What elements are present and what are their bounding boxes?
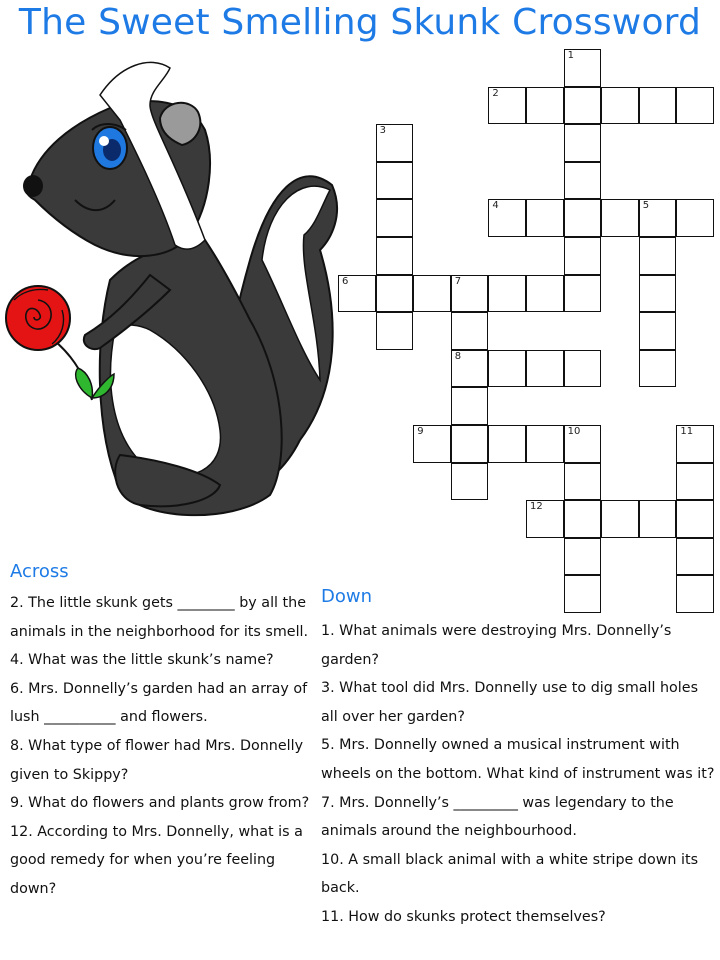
crossword-cell[interactable]	[376, 237, 414, 275]
crossword-cell[interactable]	[676, 87, 714, 125]
crossword-cell[interactable]	[526, 425, 564, 463]
crossword-cell[interactable]	[676, 575, 714, 613]
crossword-cell[interactable]	[639, 312, 677, 350]
crossword-cell[interactable]	[451, 350, 489, 388]
crossword-cell[interactable]	[639, 87, 677, 125]
crossword-cell[interactable]	[601, 500, 639, 538]
crossword-cell[interactable]	[601, 87, 639, 125]
crossword-cell[interactable]	[564, 538, 602, 576]
crossword-cell[interactable]	[376, 199, 414, 237]
crossword-cell[interactable]	[488, 275, 526, 313]
cell-number: 12	[530, 501, 543, 513]
crossword-cell[interactable]	[451, 425, 489, 463]
crossword-cell[interactable]	[488, 87, 526, 125]
skunk-illustration	[0, 48, 350, 528]
crossword-cell[interactable]	[451, 463, 489, 501]
cell-number: 10	[567, 426, 581, 437]
cell-number: 4	[492, 200, 499, 212]
crossword-cell[interactable]	[451, 312, 489, 350]
cell-number: 5	[642, 200, 650, 212]
crossword-cell[interactable]	[376, 124, 414, 162]
clue-across-6: 6. Mrs. Donnelly’s garden had an array of lush __________ and flowers.	[10, 680, 308, 726]
crossword-cell[interactable]	[564, 49, 602, 87]
crossword-cell[interactable]	[526, 350, 564, 388]
crossword-cell[interactable]	[526, 87, 564, 125]
crossword-cell[interactable]	[376, 275, 414, 313]
clue-across-12: 12. According to Mrs. Donnelly, what is a good remedy for when you’re feeling down?	[10, 823, 303, 897]
crossword-cell[interactable]	[676, 538, 714, 576]
crossword-cell[interactable]	[639, 350, 677, 388]
cell-number: 8	[454, 350, 462, 362]
clue-down-11: 11. How do skunks protect themselves?	[321, 908, 606, 925]
crossword-cell[interactable]	[451, 387, 489, 425]
crossword-cell[interactable]	[488, 425, 526, 463]
crossword-cell[interactable]	[639, 237, 677, 275]
crossword-cell[interactable]	[413, 425, 451, 463]
cell-number: 3	[379, 125, 386, 137]
crossword-cell[interactable]	[564, 425, 602, 463]
crossword-cell[interactable]	[601, 199, 639, 237]
crossword-cell[interactable]	[451, 275, 489, 313]
crossword-cell[interactable]	[564, 463, 602, 501]
cell-number: 9	[417, 426, 424, 437]
crossword-cell[interactable]	[639, 199, 677, 237]
crossword-cell[interactable]	[676, 500, 714, 538]
crossword-cell[interactable]	[564, 124, 602, 162]
clue-across-4: 4. What was the little skunk’s name?	[10, 652, 274, 669]
clue-down-7: 7. Mrs. Donnelly’s _________ was legendary to the animals around the neighbourhood.	[321, 794, 674, 840]
cell-number: 2	[492, 87, 499, 99]
clue-down-5: 5. Mrs. Donnelly owned a musical instrument with wheels on the bottom. What kind of instrument was it?	[321, 737, 715, 782]
page-title: The Sweet Smelling Skunk Crossword	[18, 2, 702, 43]
crossword-cell[interactable]	[376, 312, 414, 350]
clue-across-2: 2. The little skunk gets ________ by all the animals in the neighborhood for its smell.	[10, 595, 309, 640]
crossword-cell[interactable]	[488, 199, 526, 237]
down-clues-list	[321, 617, 716, 932]
crossword-cell[interactable]	[564, 275, 602, 313]
crossword-cell[interactable]	[526, 500, 564, 538]
crossword-cell[interactable]	[639, 500, 677, 538]
crossword-cell[interactable]	[488, 350, 526, 388]
cell-number: 6	[342, 275, 349, 287]
crossword-cell[interactable]	[526, 199, 564, 237]
crossword-cell[interactable]	[564, 575, 602, 613]
crossword-cell[interactable]	[413, 275, 451, 313]
crossword-cell[interactable]	[564, 500, 602, 538]
crossword-cell[interactable]	[676, 425, 714, 463]
crossword-cell[interactable]	[564, 350, 602, 388]
clue-across-9: 9. What do flowers and plants grow from?	[10, 795, 310, 812]
rose-flower	[6, 286, 70, 350]
crossword-cell[interactable]	[526, 275, 564, 313]
across-heading: Across	[10, 561, 69, 582]
crossword-cell[interactable]	[639, 275, 677, 313]
crossword-cell[interactable]	[376, 162, 414, 200]
cell-number: 7	[454, 275, 462, 287]
crossword-cell[interactable]	[564, 237, 602, 275]
crossword-cell[interactable]	[564, 199, 602, 237]
crossword-cell[interactable]	[564, 162, 602, 200]
skunk-nose	[23, 175, 43, 197]
down-heading: Down	[321, 586, 373, 607]
crossword-cell[interactable]	[676, 463, 714, 501]
clue-down-3: 3. What tool did Mrs. Donnelly use to dig small holes all over her garden?	[321, 680, 699, 725]
crossword-cell[interactable]	[564, 87, 602, 125]
cell-number: 11	[680, 426, 694, 437]
clue-down-1: 1. What animals were destroying Mrs. Donnelly’s garden?	[321, 623, 672, 668]
across-clues-list	[10, 589, 310, 904]
clue-down-10: 10. A small black animal with a white stripe down its back.	[321, 851, 699, 897]
crossword-cell[interactable]	[338, 275, 376, 313]
clue-across-8: 8. What type of flower had Mrs. Donnelly given to Skippy?	[10, 737, 304, 783]
crossword-cell[interactable]	[676, 199, 714, 237]
cell-number: 1	[567, 50, 574, 61]
